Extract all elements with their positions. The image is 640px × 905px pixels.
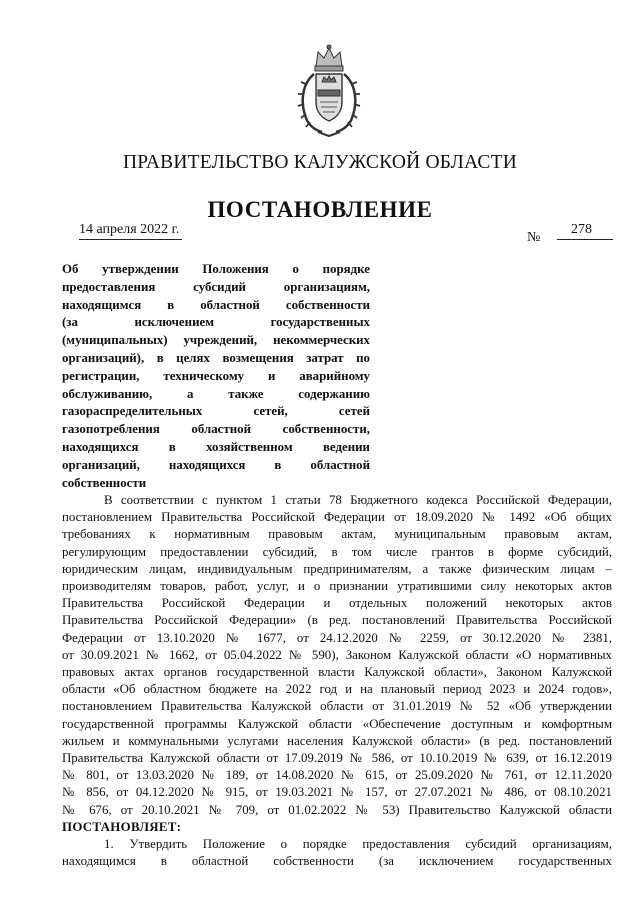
body-line: требованиях к нормативным правовым актам, муниципальным правовым актам, bbox=[62, 527, 612, 542]
body-line: области «Об областном бюджете на 2022 год и на плановый период 2023 и 2024 годов», bbox=[62, 682, 612, 697]
body-line: регулирующим предоставлении субсидий, в том числе грантов в форме субсидий, bbox=[62, 544, 612, 559]
body-line: № 801, от 13.03.2020 № 189, от 14.08.2020 № 615, от 25.09.2020 № 761, от 12.11.2020 bbox=[62, 768, 612, 783]
body-line: № 856, от 04.12.2020 № 915, от 19.03.2021 № 157, от 27.07.2021 № 486, от 08.10.2021 bbox=[62, 785, 612, 800]
body-line: производителям товаров, работ, услуг, и о признании утратившими силу некоторых актов bbox=[62, 579, 612, 594]
document-number: 278 bbox=[557, 222, 613, 240]
body-line: от 30.09.2021 № 1662, от 05.04.2022 № 590), Законом Калужской области «О нормативных bbox=[62, 647, 612, 662]
subject-line: находящихся в хозяйственном ведении bbox=[62, 439, 370, 454]
kaluga-coat-of-arms-icon bbox=[296, 44, 362, 140]
coat-of-arms-emblem bbox=[296, 44, 362, 140]
body-line: правовых актах органов государственной власти Калужской области», Законом Калужской bbox=[62, 665, 612, 680]
body-line: жильем и коммунальными услугами населения Калужской области» (в ред. постановлений bbox=[62, 733, 612, 748]
preamble-text bbox=[62, 492, 612, 870]
subject-line: собственности bbox=[62, 475, 147, 490]
body-line: постановлением Правительства Российской Федерации от 18.09.2020 № 1492 «Об общих bbox=[62, 510, 612, 525]
body-line: № 676, от 20.10.2021 № 709, от 01.02.2022 № 53) Правительство Калужской области bbox=[62, 802, 612, 817]
body-line: государственной программы Калужской области «Обеспечение доступным и комфортным bbox=[62, 716, 612, 731]
government-title: ПРАВИТЕЛЬСТВО КАЛУЖСКОЙ ОБЛАСТИ bbox=[123, 152, 517, 173]
body-line: Правительства Российской Федерации» (в ред. постановлений Правительства Российской bbox=[62, 613, 612, 628]
item-line: 1. Утвердить Положение о порядке предоставления субсидий организациям, bbox=[104, 837, 612, 852]
subject-line: обслуживанию, а также содержанию bbox=[62, 386, 370, 401]
subject-line: организаций, находящихся в областной bbox=[62, 457, 370, 472]
subject-line: организаций), в целях возмещения затрат по bbox=[62, 350, 370, 365]
subject-line: Об утверждении Положения о порядке bbox=[62, 262, 370, 276]
subject-line: газораспределительных сетей, сетей bbox=[62, 404, 370, 419]
subject-line: находящимся в областной собственности bbox=[62, 297, 370, 312]
subject-line: предоставления субсидий организациям, bbox=[62, 279, 370, 294]
subject-heading bbox=[62, 261, 370, 492]
subject-line: газопотребления областной собственности, bbox=[62, 422, 370, 437]
document-type: ПОСТАНОВЛЕНИЕ bbox=[207, 197, 433, 222]
number-sign: № bbox=[527, 230, 541, 245]
body-line: Федерации от 13.10.2020 № 1677, от 24.12.2020 № 2259, от 30.12.2020 № 2381, bbox=[62, 630, 612, 645]
item-line: находящимся в областной собственности (за исключением государственных bbox=[62, 854, 612, 869]
document-date: 14 апреля 2022 г. bbox=[79, 222, 182, 240]
subject-line: регистрации, техническому и аварийному bbox=[62, 368, 370, 383]
decree-word: ПОСТАНОВЛЯЕТ: bbox=[62, 819, 182, 834]
body-line: Правительства Калужской области от 17.09.2019 № 586, от 10.10.2019 № 639, от 16.12.2019 bbox=[62, 751, 612, 766]
body-line: Правительства Российской Федерации и отдельных положений некоторых актов bbox=[62, 596, 612, 611]
body-line: юридическим лицам, индивидуальным предпринимателям, а также физическим лицам – bbox=[62, 561, 612, 576]
subject-line: (муниципальных) учреждений, некоммерческих bbox=[62, 333, 370, 348]
body-line: постановлением Правительства Калужской области от 31.01.2019 № 52 «Об утверждении bbox=[62, 699, 612, 714]
subject-line: (за исключением государственных bbox=[62, 315, 370, 330]
body-line: В соответствии с пунктом 1 статьи 78 Бюджетного кодекса Российской Федерации, bbox=[104, 493, 612, 507]
